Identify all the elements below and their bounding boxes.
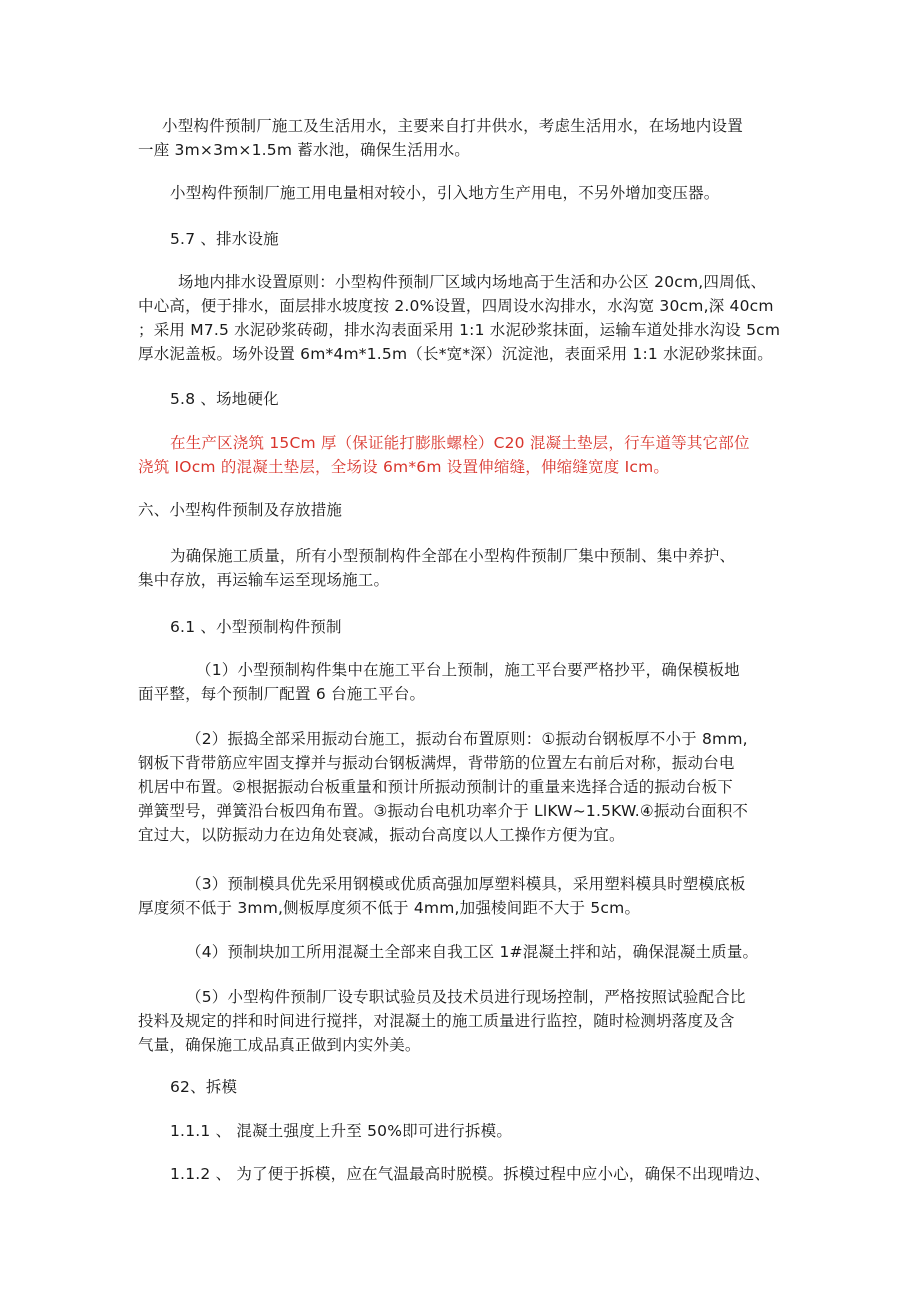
text-line: （3）预制模具优先采用钢模或优质高强加厚塑料模具，采用塑料模具时塑模底板 — [186, 875, 746, 893]
text-line: 气量，确保施工成品真正做到内实外美。 — [138, 1036, 421, 1054]
text-line: ；采用 M7.5 水泥砂浆砖砌，排水沟表面采用 1:1 水泥砂浆抹面，运输车道处排水沟设 5cm — [138, 321, 781, 339]
text-line: 钢板下背带筋应牢固支撑并与振动台钢板满焊，背带筋的位置左右前后对称，振动台电 — [138, 754, 735, 772]
section-heading-6-1: 6.1 、小型预制构件预制 — [170, 618, 342, 636]
text-line: 一座 3m×3m×1.5m 蓄水池，确保生活用水。 — [138, 141, 470, 159]
highlighted-text-line: 在生产区浇筑 15Cm 厚（保证能打膨胀螺栓）C20 混凝土垫层，行车道等其它部位 — [170, 434, 750, 452]
chapter-heading-6: 六、小型构件预制及存放措施 — [138, 501, 343, 519]
text-line: 厚水泥盖板。场外设置 6m*4m*1.5m（长*宽*深）沉淀池，表面采用 1:1 水泥砂浆抹面。 — [138, 345, 773, 363]
paragraph-power-supply: 小型构件预制厂施工用电量相对较小，引入地方生产用电，不另外增加变压器。 — [170, 184, 720, 202]
text-line: 场地内排水设置原则：小型构件预制厂区域内场地高于生活和办公区 20cm,四周低、 — [178, 273, 767, 291]
text-line: 弹簧型号，弹簧沿台板四角布置。③振动台电机功率介于 LlKW~1.5KW.④振动台面积不 — [138, 802, 749, 820]
text-line: 机居中布置。②根据振动台板重量和预计所振动预制计的重量来选择合适的振动台板下 — [138, 778, 733, 796]
subsection-1-1-2: 1.1.2 、 为了便于拆模，应在气温最高时脱模。拆模过程中应小心，确保不出现啃边、 — [170, 1165, 771, 1183]
text-line: 集中存放，再运输车运至现场施工。 — [138, 571, 390, 589]
paragraph-item-4: （4）预制块加工所用混凝土全部来自我工区 1#混凝土拌和站，确保混凝土质量。 — [186, 943, 759, 961]
text-line: 中心高，便于排水，面层排水坡度按 2.0%设置，四周设水沟排水，水沟宽 30cm,深 40cm — [138, 297, 774, 315]
section-heading-5-7: 5.7 、排水设施 — [170, 230, 279, 248]
section-heading-6-2: 62、拆模 — [170, 1078, 238, 1096]
text-line: 厚度须不低于 3mm,侧板厚度须不低于 4mm,加强棱间距不大于 5cm。 — [138, 899, 641, 917]
text-line: （2）振捣全部采用振动台施工，振动台布置原则：①振动台钢板厚不小于 8mm, — [186, 730, 748, 748]
text-line: 面平整，每个预制厂配置 6 台施工平台。 — [138, 685, 426, 703]
text-line: 宜过大，以防振动力在边角处衰减，振动台高度以人工操作方便为宜。 — [138, 826, 625, 844]
subsection-1-1-1: 1.1.1 、 混凝土强度上升至 50%即可进行拆模。 — [170, 1122, 513, 1140]
text-line: （1）小型预制构件集中在施工平台上预制，施工平台要严格抄平，确保模板地 — [196, 661, 740, 679]
text-line: （5）小型构件预制厂设专职试验员及技术员进行现场控制，严格按照试验配合比 — [186, 988, 746, 1006]
text-line: 为确保施工质量，所有小型预制构件全部在小型构件预制厂集中预制、集中养护、 — [170, 547, 736, 565]
text-line: 投料及规定的拌和时间进行搅拌，对混凝土的施工质量进行监控，随时检测坍落度及含 — [138, 1012, 735, 1030]
text-line: 小型构件预制厂施工及生活用水，主要来自打井供水，考虑生活用水，在场地内设置 — [162, 117, 743, 135]
highlighted-text-line: 浇筑 IOcm 的混凝土垫层，全场设 6m*6m 设置伸缩缝，伸缩缝宽度 Icm。 — [138, 458, 670, 476]
section-heading-5-8: 5.8 、场地硬化 — [170, 390, 279, 408]
